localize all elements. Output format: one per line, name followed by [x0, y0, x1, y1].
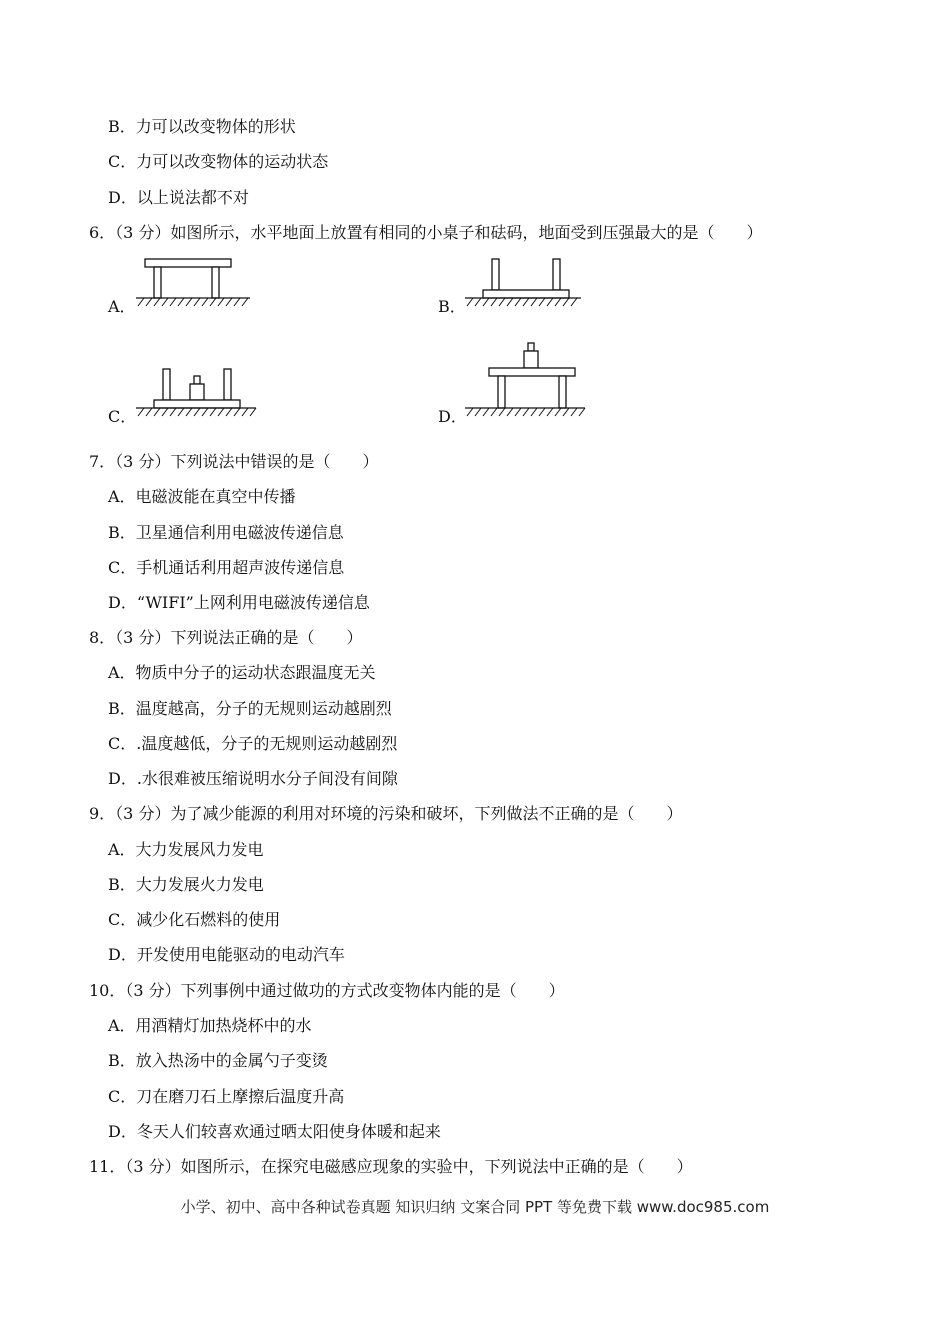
q8-option-d: D．.水很难被压缩说明水分子间没有间隙: [108, 769, 398, 788]
q10-option-d: D．冬天人们较喜欢通过晒太阳使身体暖和起来: [108, 1122, 441, 1141]
q9-option-b: B．大力发展火力发电: [108, 875, 264, 894]
page-footer: 小学、初中、高中各种试卷真题 知识归纳 文案合同 PPT 等免费下载 www.doc985.com: [180, 1198, 770, 1216]
q6-figure-b: [461, 255, 586, 313]
q5-option-d: D．以上说法都不对: [108, 188, 249, 207]
q9-option-d: D．开发使用电能驱动的电动汽车: [108, 945, 345, 964]
q9-option-a: A．大力发展风力发电: [108, 840, 264, 859]
q6-label-c: C．: [108, 407, 137, 426]
q8-option-b: B．温度越高，分子的无规则运动越剧烈: [108, 699, 392, 718]
q10-option-b: B．放入热汤中的金属勺子变烫: [108, 1051, 328, 1070]
q10-option-c: C．刀在磨刀石上摩擦后温度升高: [108, 1087, 345, 1106]
q6-stem: 6．（3 分）如图所示，水平地面上放置有相同的小桌子和砝码，地面受到压强最大的是（ ）: [89, 223, 763, 242]
q9-option-c: C．减少化石燃料的使用: [108, 910, 281, 929]
q6-label-a: A．: [108, 297, 136, 316]
q5-option-c: C．力可以改变物体的运动状态: [108, 152, 329, 171]
q8-stem: 8．（3 分）下列说法正确的是（ ）: [89, 628, 363, 647]
q6-figure-c: [132, 365, 262, 423]
q7-option-d: D．“WIFI”上网利用电磁波传递信息: [108, 593, 370, 612]
q6-label-b: B．: [438, 297, 466, 316]
q10-option-a: A．用酒精灯加热烧杯中的水: [108, 1016, 312, 1035]
q8-option-a: A．物质中分子的运动状态跟温度无关: [108, 663, 376, 682]
q7-option-c: C．手机通话利用超声波传递信息: [108, 558, 345, 577]
q7-option-b: B．卫星通信利用电磁波传递信息: [108, 523, 344, 542]
q7-stem: 7．（3 分）下列说法中错误的是（ ）: [89, 452, 379, 471]
q5-option-b: B．力可以改变物体的形状: [108, 117, 296, 136]
q6-label-d: D．: [438, 407, 467, 426]
q10-stem: 10．（3 分）下列事例中通过做功的方式改变物体内能的是（ ）: [89, 981, 565, 1000]
q6-figure-a: [132, 255, 257, 313]
q8-option-c: C．.温度越低，分子的无规则运动越剧烈: [108, 734, 398, 753]
q7-option-a: A．电磁波能在真空中传播: [108, 487, 296, 506]
q11-stem: 11．（3 分）如图所示，在探究电磁感应现象的实验中，下列说法中正确的是（ ）: [89, 1157, 693, 1176]
q9-stem: 9．（3 分）为了减少能源的利用对环境的污染和破坏，下列做法不正确的是（ ）: [89, 804, 683, 823]
q6-figure-d: [461, 338, 591, 423]
